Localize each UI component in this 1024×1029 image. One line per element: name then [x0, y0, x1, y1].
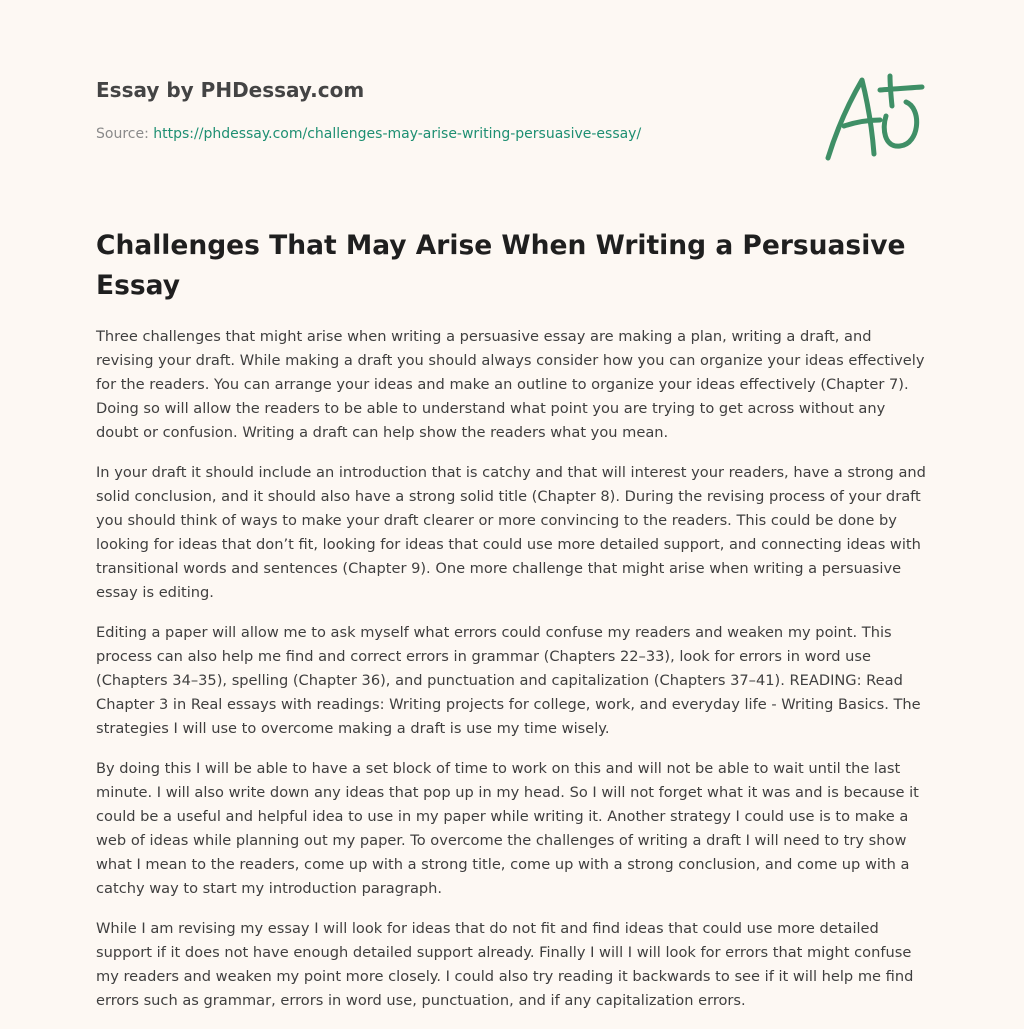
header	[96, 76, 796, 144]
source-label: Source:	[96, 126, 154, 142]
a-plus-icon	[822, 66, 930, 166]
brand-title: Essay by PHDessay.com	[96, 78, 365, 102]
paragraph: While I am revising my essay I will look for ideas that do not fit and find ideas that could use more detailed support if it does not have enough detailed support already. Finally I will I will look for errors that might confuse my readers and weaken my point more closely. I could also try reading it backwards to see if it will help me find errors such as grammar, errors in word use, punctuation, and if any capitalization errors.	[96, 920, 914, 1009]
paragraph: By doing this I will be able to have a set block of time to work on this and will not be able to wait until the last minute. I will also write down any ideas that pop up in my head. So I will not forget what it was and is because it could be a useful and helpful idea to use in my paper while writing it. Another strategy I could use is to make a web of ideas while planning out my paper. To overcome the challenges of writing a draft I will need to try show what I mean to the readers, come up with a strong title, come up with a strong conclusion, and come up with a catchy way to start my introduction paragraph.	[96, 760, 919, 897]
paragraph: In your draft it should include an introduction that is catchy and that will interest your readers, have a strong and solid conclusion, and it should also have a strong solid title (Chapter 8). During the revising process of your draft you should think of ways to make your draft clearer or more convincing to the readers. This could be done by looking for ideas that don’t fit, looking for ideas that could use more detailed support, and connecting ideas with transitional words and sentences (Chapter 9). One more challenge that might arise when writing a persuasive essay is editing.	[96, 464, 926, 601]
article-title: Challenges That May Arise When Writing a Persuasive Essay	[96, 230, 906, 301]
paragraph: Editing a paper will allow me to ask myself what errors could confuse my readers and weaken my point. This process can also help me find and correct errors in grammar (Chapters 22–33), look for errors in word use (Chapters 34–35), spelling (Chapter 36), and punctuation and capitalization (Chapters 37–41). READING: Read Chapter 3 in Real essays with readings: Writing projects for college, work, and everyday life - Writing Basics. The strategies I will use to overcome making a draft is use my time wisely.	[96, 624, 921, 737]
article-body	[96, 325, 928, 1029]
paragraph: Three challenges that might arise when writing a persuasive essay are making a plan, writing a draft, and revising your draft. While making a draft you should always consider how you can organize your ideas effectively for the readers. You can arrange your ideas and make an outline to organize your ideas effectively (Chapter 7). Doing so will allow the readers to be able to understand what point you are trying to get across without any doubt or confusion. Writing a draft can help show the readers what you mean.	[96, 328, 925, 441]
source-link[interactable]: https://phdessay.com/challenges-may-arise-writing-persuasive-essay/	[153, 126, 642, 142]
source-line	[96, 124, 796, 144]
